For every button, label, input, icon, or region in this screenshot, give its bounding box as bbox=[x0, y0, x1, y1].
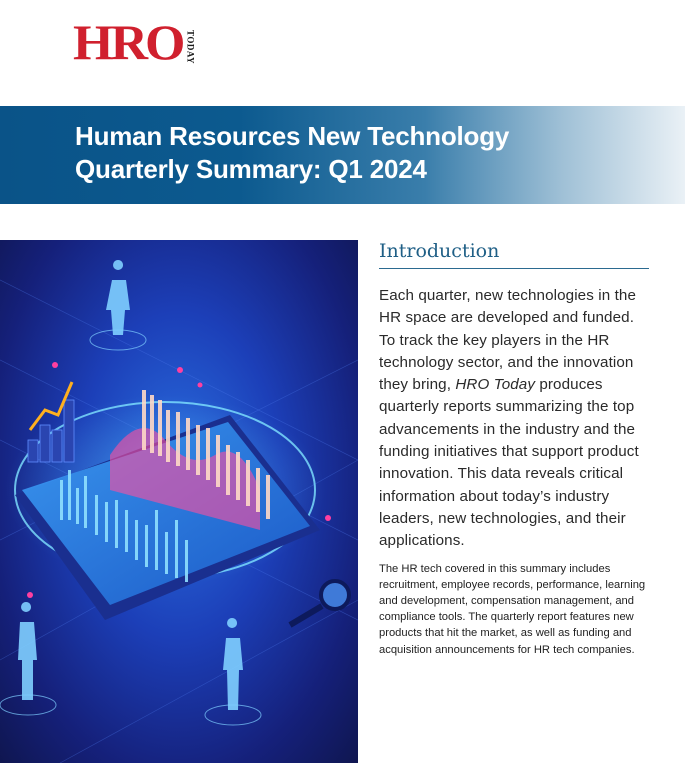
title-banner bbox=[0, 106, 685, 204]
intro-italic-publication: HRO Today bbox=[455, 376, 536, 394]
title-line-1: Human Resources New Technology bbox=[75, 121, 510, 151]
logo-main-text: HRO bbox=[73, 16, 183, 71]
logo-sub-text: TODAY bbox=[185, 29, 196, 64]
hero-illustration bbox=[0, 240, 358, 763]
page-title bbox=[75, 120, 509, 186]
hro-today-logo bbox=[73, 16, 196, 71]
introduction-heading: Introduction bbox=[379, 238, 649, 269]
analytics-illustration-icon bbox=[0, 240, 358, 763]
introduction-section bbox=[379, 238, 649, 669]
coverage-paragraph: The HR tech covered in this summary includes recruitment, employee records, performance, learning and development, compensation management, and compliance tools. The quarterly report features new products that hit the market, as well as funding and acquisition announcements for HR tech companies. bbox=[379, 562, 646, 656]
intro-text-2: produces quarterly reports summarizing the top advancements in the industry and the funding initiatives that support product innovation. This data reveals critical information about today’s industry leaders, new technologies, and their applications. bbox=[379, 376, 639, 550]
intro-text-1: Each quarter, new technologies in the HR space are developed and funded. To track the key players in the HR technology sector, and the innovation they bring, bbox=[379, 287, 636, 394]
title-line-2: Quarterly Summary: Q1 2024 bbox=[75, 154, 427, 184]
introduction-paragraph bbox=[379, 285, 649, 553]
